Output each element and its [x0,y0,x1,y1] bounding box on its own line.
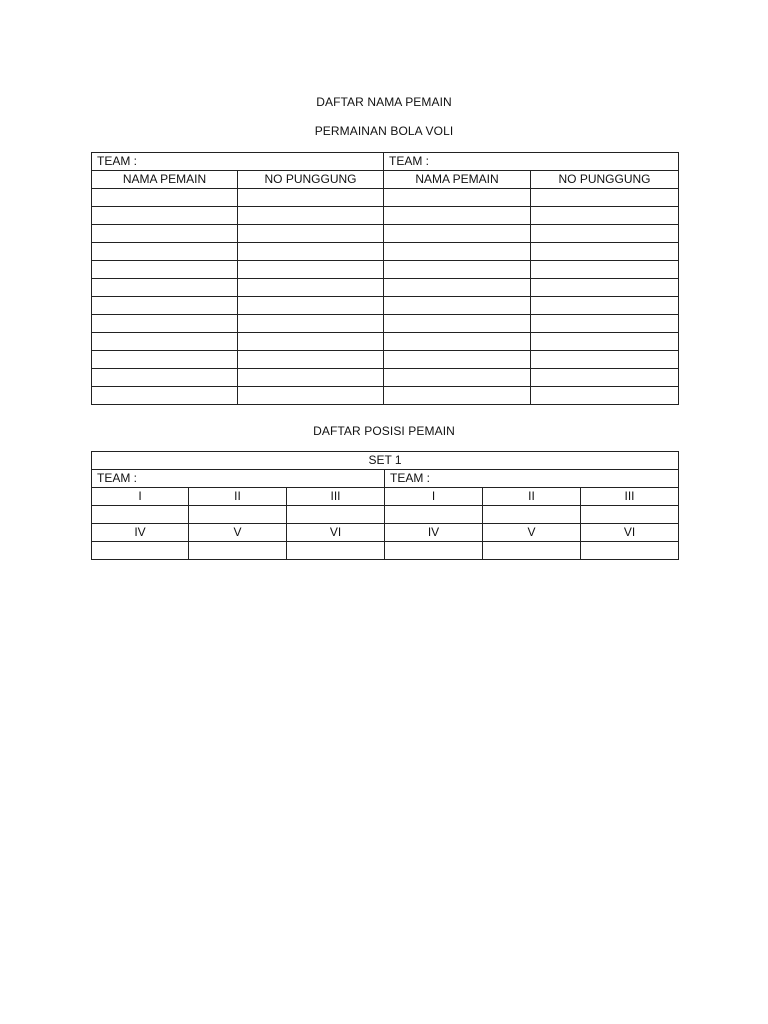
position-label: II [189,488,287,506]
jersey-number-cell [531,297,679,315]
jersey-number-cell [238,279,384,297]
position-entry-cell [483,542,581,560]
position-label: VI [581,524,679,542]
team-left-label: TEAM : [92,470,385,488]
position-entry-cell [385,506,483,524]
position-entry-cell [92,542,189,560]
position-label: I [92,488,189,506]
player-name-cell [92,387,238,405]
jersey-number-cell [238,369,384,387]
player-name-cell [92,315,238,333]
jersey-number-cell [238,243,384,261]
roster-table-body [92,153,679,405]
player-name-cell [92,369,238,387]
set-label: SET 1 [92,452,679,470]
column-header-player-name-left: NAMA PEMAIN [92,171,238,189]
jersey-number-cell [238,207,384,225]
jersey-number-cell [531,207,679,225]
player-name-cell [384,351,531,369]
column-header-row [92,171,679,189]
roster-entry-row [92,351,679,369]
jersey-number-cell [238,189,384,207]
roster-entry-row [92,369,679,387]
column-header-jersey-number-left: NO PUNGGUNG [238,171,384,189]
player-name-cell [92,189,238,207]
team-right-label: TEAM : [385,470,679,488]
roster-entry-row [92,207,679,225]
position-label: V [189,524,287,542]
roster-entry-row [92,243,679,261]
roster-entry-row [92,261,679,279]
player-position-table [91,451,679,560]
jersey-number-cell [238,225,384,243]
position-label: III [581,488,679,506]
player-name-cell [384,279,531,297]
player-name-cell [384,189,531,207]
team-header-row [92,153,679,171]
position-label: VI [287,524,385,542]
player-name-cell [384,297,531,315]
jersey-number-cell [531,351,679,369]
roster-entry-row [92,279,679,297]
position-entry-cell [581,506,679,524]
jersey-number-cell [531,333,679,351]
player-name-cell [92,351,238,369]
roster-entry-row [92,315,679,333]
roster-entry-row [92,387,679,405]
jersey-number-cell [531,369,679,387]
set-header-row [92,452,679,470]
jersey-number-cell [531,279,679,297]
player-name-cell [384,243,531,261]
player-name-cell [92,333,238,351]
roster-entry-row [92,189,679,207]
position-label: IV [385,524,483,542]
jersey-number-cell [531,243,679,261]
roster-entry-row [92,297,679,315]
player-name-cell [384,315,531,333]
position-entry-cell [189,506,287,524]
jersey-number-cell [238,297,384,315]
position-label: III [287,488,385,506]
position-entry-cell [483,506,581,524]
team-right-label: TEAM : [384,153,679,171]
position-entry-cell [287,506,385,524]
player-name-cell [384,207,531,225]
jersey-number-cell [238,315,384,333]
position-label: V [483,524,581,542]
jersey-number-cell [531,387,679,405]
position-label-row-front [92,488,679,506]
position-entry-cell [92,506,189,524]
jersey-number-cell [238,387,384,405]
jersey-number-cell [531,315,679,333]
position-entry-row-front [92,506,679,524]
position-entry-cell [581,542,679,560]
player-name-cell [384,225,531,243]
player-name-cell [92,207,238,225]
player-name-cell [384,387,531,405]
position-label: IV [92,524,189,542]
position-entry-cell [385,542,483,560]
position-label: II [483,488,581,506]
roster-entry-row [92,333,679,351]
position-label: I [385,488,483,506]
team-header-row [92,470,679,488]
player-name-cell [92,297,238,315]
jersey-number-cell [531,189,679,207]
player-name-cell [384,369,531,387]
document-title: DAFTAR NAMA PEMAIN [316,95,452,109]
position-entry-cell [287,542,385,560]
player-name-cell [92,279,238,297]
jersey-number-cell [238,333,384,351]
player-name-cell [92,243,238,261]
position-entry-cell [189,542,287,560]
column-header-jersey-number-right: NO PUNGGUNG [531,171,679,189]
jersey-number-cell [531,225,679,243]
document-subtitle: PERMAINAN BOLA VOLI [314,124,454,138]
player-name-cell [92,225,238,243]
jersey-number-cell [238,261,384,279]
player-roster-table [91,152,679,405]
column-header-player-name-right: NAMA PEMAIN [384,171,531,189]
position-entry-row-back [92,542,679,560]
positions-title: DAFTAR POSISI PEMAIN [313,424,455,438]
player-name-cell [92,261,238,279]
roster-entry-row [92,225,679,243]
team-left-label: TEAM : [92,153,384,171]
player-name-cell [384,261,531,279]
jersey-number-cell [238,351,384,369]
jersey-number-cell [531,261,679,279]
player-name-cell [384,333,531,351]
position-label-row-back [92,524,679,542]
